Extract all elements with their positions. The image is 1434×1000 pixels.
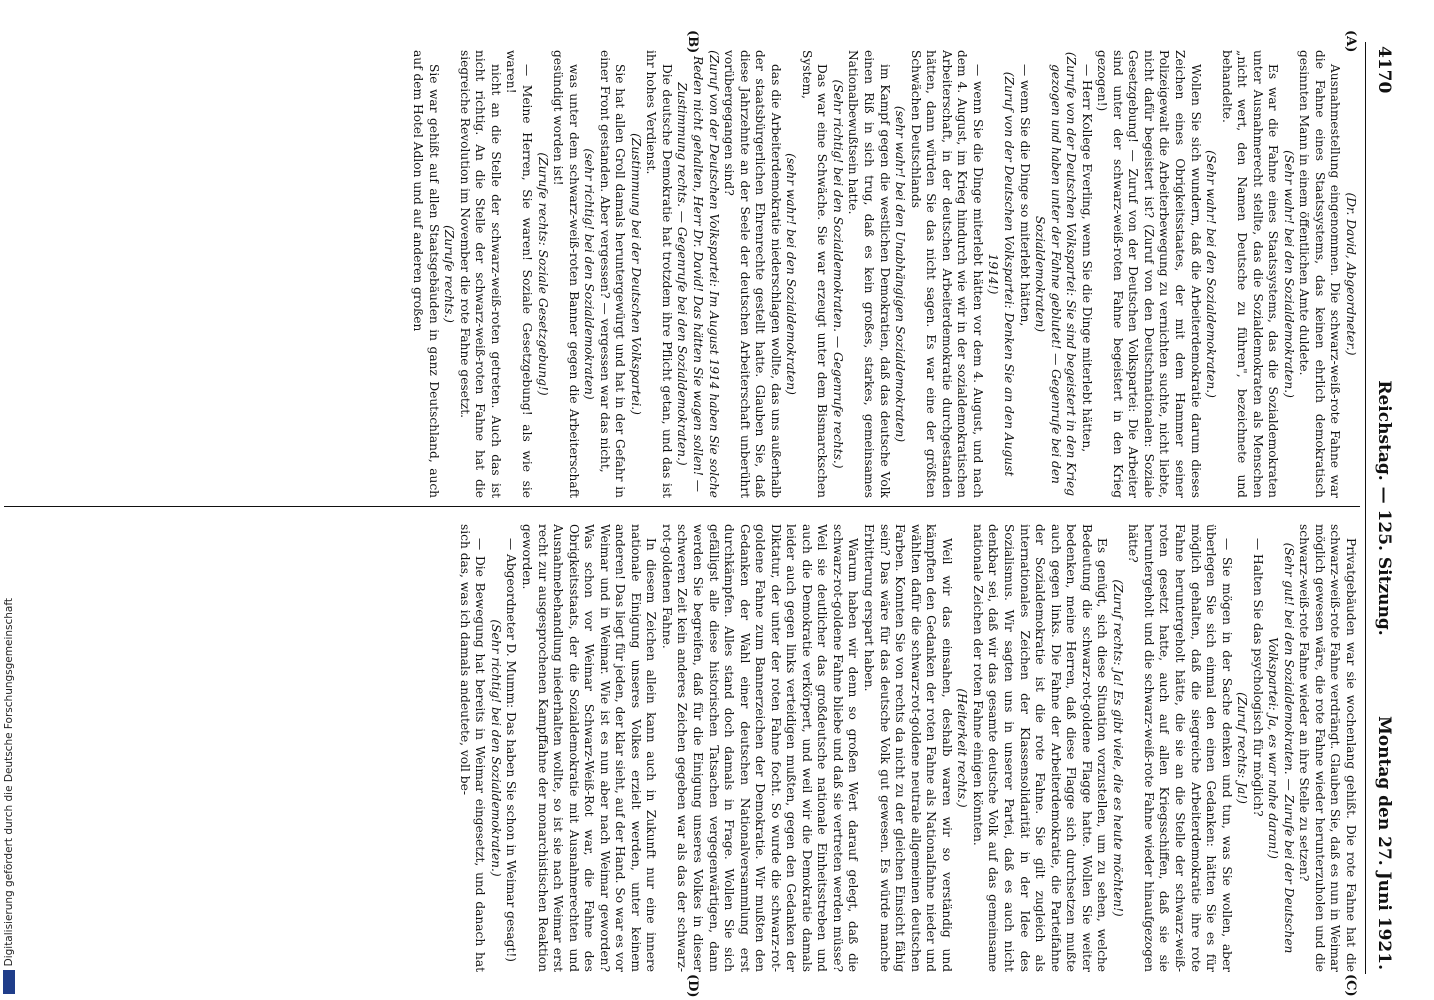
paragraph: — Halten Sie das psychologisch für möglich?	[1250, 538, 1265, 817]
paragraph: Es genügt, sich diese Situation vorzustellen, um zu sehen, welche Bedeutung die schwarz-rot-goldene Flagge hatte. Wollen Sie weiter bedenken, meine Herren, daß diese Flagge sich durchsetzen mußte auch gegen links. Die Fahne der Arbeiterdemokratie, die Parteifahne der Sozialdemokratie ist die rote Fahne. Sie gilt zugleich als internationales Zeichen der Klassensolidarität in der Idee des Sozialismus. Wir sagten uns in unserer Partei, daß es auch nicht denkbar sei, daß wir das gesamte deutsche Volk auf das gemeinsame nationale Zeichen der roten Fahne einigen könnten.	[970, 524, 1110, 972]
paragraph: (Sehr richtig! bei den Sozialdemokraten.)	[488, 619, 503, 877]
paragraph: — Die Bewegung hat bereits in Weimar eingesetzt, und danach hat sich das, was ich damals andeutete, voll be-	[457, 524, 488, 972]
paragraph: Die deutsche Demokratie hat trotzdem ihre Pflicht getan, und das ist ihr hohes Verdienst.	[644, 50, 674, 498]
paragraph: (sehr richtig! bei den Sozialdemokraten)	[582, 148, 597, 400]
paragraph: (Zurufe von der Deutschen Volkspartei: Sie sind begeistert in den Krieg gezogen und haben unter der Fahne geblutet! — Gegenrufe bei den Sozialdemokraten)	[1033, 51, 1079, 497]
paragraph: (Sehr gut! bei den Sozialdemokraten. — Zurufe bei der Deutschen Volkspartei: Ja, es war nahe daran!)	[1266, 542, 1296, 954]
paragraph: Es war die Fahne eines Staatssystems, das die Sozialdemokraten unter Ausnahmerecht stellte, das die Sozialdemokraten als Menschen „nicht wert, den Namen Deutsche zu führen", bezeichnete und behandelte.	[1219, 50, 1281, 498]
paragraph: Ausnahmestellung eingenommen. Die schwarz-weiß-rote Fahne war die Fahne eines Staatssystems, das keinen ehrlich demokratisch gesinnten Mann in einem öffentlichen Amte duldete.	[1297, 50, 1343, 498]
page-header	[1368, 46, 1394, 970]
paragraph: (sehr wahr! bei den Unabhängigen Sozialdemokraten)	[893, 105, 908, 443]
paragraph: Wollen Sie sich wundern, daß die Arbeiterdemokratie darum dieses Zeichen eines Obrigkeitsstaates, der mit dem Hammer seiner Polizeigewalt die Arbeiterbewegung zu vernichten suchte, nicht liebte, nicht dafür begeistert ist? (Zuruf von den Deutschnationalen: Soziale Gesetzgebung! — Zuruf von der Deutschen Volkspartei: Die Arbeiter sind unter der schwarz-weiß-roten Fahne begeistert in den Krieg gezogen!)	[1095, 50, 1203, 498]
column-divider	[4, 506, 1360, 507]
margin-letter-d: (D)	[685, 974, 700, 998]
paragraph: Sie hat allen Groll damals heruntergewürgt und hat in der Gefahr in einer Front gestanden. Aber vergessen? — vergessen war das nicht,	[597, 50, 628, 498]
paragraph: (Zuruf von der Deutschen Volkspartei: Denken Sie an den August 1914!)	[986, 71, 1016, 477]
right-column	[4, 524, 1358, 972]
paragraph: Das war eine Schwäche. Sie war erzeugt unter dem Bismarckschen System,	[799, 50, 830, 498]
paragraph: (Dr. David, Abgeordneter.)	[1344, 192, 1358, 356]
paragraph: (Zurufe rechts: Soziale Gesetzgebung!)	[535, 152, 550, 396]
paragraph: (Sehr wahr! bei den Sozialdemokraten.)	[1281, 150, 1296, 398]
paragraph: im Kampf gegen die westlichen Demokratien, daß das deutsche Volk einen Riß in sich trug, daß es kein großes, starkes, gemeinsames Nationalbewußtsein hatte.	[846, 50, 892, 498]
paragraph: — Herr Kollege Everling, wenn Sie die Dinge miterlebt hätten,	[1079, 64, 1094, 453]
paragraph: das die Arbeiterdemokratie niederschlagen wollte, das uns außerhalb der staatsbürgerlichen Ehrenrechte gestellt hatte. Glauben Sie, daß diese Jahrzehnte an der Seele der deutschen Arbeiterschaft unberührt vorübergegangen sind?	[722, 50, 783, 498]
paragraph: — Sie mögen in der Sache denken und tun, was Sie wollen, aber überlegen Sie sich einmal den einen Gedanken: hätten Sie es für möglich gehalten, daß die siegreiche Arbeiterdemokratie ihre rote Fahne heruntergeholt hätte, die sie an die Stelle der schwarz-weiß-roten gesetzt hatte, auch auf allen Kriegsschiffen, daß sie sie heruntergeholt und die schwarz-weiß-rote Fahne wieder hinaufgezogen hätte?	[1126, 524, 1234, 972]
credit-text: Digitalisierung gefördert durch die Deutsche Forschungsgemeinschaft	[3, 597, 15, 966]
paragraph: (Zustimmung bei der Deutschen Volkspartei.)	[628, 133, 643, 415]
margin-letter-b: (B)	[685, 30, 700, 54]
document-page	[0, 28, 1400, 998]
margin-letter-c: (C)	[1343, 974, 1358, 997]
session-date: Montag den 27. Juni 1921.	[1374, 715, 1394, 970]
paragraph: (Zuruf rechts: Ja!)	[1235, 692, 1250, 804]
paragraph: (Zuruf rechts: Ja! Es gibt viele, die es heute möchten!)	[1110, 579, 1125, 917]
page-number: 4170	[1374, 46, 1394, 94]
paragraph: (Sehr wahr! bei den Sozialdemokraten.)	[1204, 150, 1219, 398]
paragraph: Sie war gehißt auf allen Staatsgebäuden in ganz Deutschland, auch auf dem Hotel Adlon und auf anderen großen	[411, 50, 441, 498]
paragraph: (Zuruf von der Deutschen Volkspartei: Im August 1914 haben Sie solche Reden nicht gehalten, Herr Dr. David! Das hätten Sie wagen sollen! — Zustimmung rechts. — Gegenrufe bei den Sozialdemokraten.)	[675, 50, 721, 498]
paragraph: Warum haben wir denn so großen Wert darauf gelegt, daß die schwarz-rot-goldene Fahne bliebe und daß sie vertreten werden müsse? Weil sie deutlicher das großdeutsche nationale Einheitsstreben und auch die Demokratie verkörpert, und weil wir die Demokratie damals leider auch gegen links verteidigen mußten, gegen den Gedanken der Diktatur, der unter der roten Fahne focht. So wurde die schwarz-rot-goldene Fahne zum Bannerzeichen der Demokratie. Wir mußten den Gedanken der Wahl einer deutschen Nationalversammlung erst durchkämpfen. Alles stand doch damals in Frage. Wollen Sie sich gefälligst alle diese historischen Tatsachen vergegenwärtigen, dann werden Sie begreifen, daß für die Einigung unseres Volkes in dieser schweren Zeit kein anderes Zeichen gegeben war als das der schwarz-rot-goldenen Fahne.	[659, 524, 861, 972]
paragraph: (Sehr richtig! bei den Sozialdemokraten. — Gegenrufe rechts.)	[830, 79, 845, 469]
paragraph: (Heiterkeit rechts.)	[955, 688, 970, 808]
dfg-logo	[3, 970, 15, 994]
paragraph: — Meine Herren, Sie waren! Soziale Gesetzgebung! als wie sie waren!	[504, 50, 535, 498]
margin-letter-a: (A)	[1343, 30, 1358, 53]
paragraph: (sehr wahr! bei den Sozialdemokraten)	[784, 153, 799, 395]
paragraph: was unter dem schwarz-weiß-roten Banner gegen die Arbeiterschaft gesündigt worden ist!	[551, 50, 581, 498]
paragraph: — Abgeordneter D. Mumm: Das haben Sie schon in Weimar gesagt!)	[504, 538, 519, 963]
paragraph: (Zurufe rechts.)	[442, 225, 457, 323]
paragraph: In diesem Zeichen allein kann auch in Zukunft nur eine innere nationale Einigung unseres Volkes erzielt werden, unter keinem anderen! Das liegt für jeden, der klar sieht, auf der Hand. So war es vor Weimar und in Weimar. Wie ist es nun aber nach Weimar geworden? Was schon vor Weimar Schwarz-Weiß-Rot war, die Fahne des Obrigkeitsstaats, der die Sozialdemokratie mit Ausnahmerechten und Ausnahmebehandlung niederhalten wollte, so ist sie nach Weimar erst recht zur ausgesprochenen Kampffahne der monarchistischen Reaktion geworden.	[520, 524, 659, 972]
paragraph: Privatgebäuden war sie wochenlang gehißt. Die rote Fahne hat die schwarz-weiß-rote Fahne verdrängt. Glauben Sie, daß es nun in Weimar möglich gewesen wäre, die rote Fahne wieder herunterzuholen und die schwarz-weiß-rote Fahne wieder an ihre Stelle zu setzen?	[1297, 524, 1358, 972]
left-column	[4, 50, 1358, 498]
paragraph: Weil wir das einsahen, deshalb waren wir so verständig und kämpften den Gedanken der roten Fahne als Nationalfahne nieder und wählten dafür die schwarz-rot-goldene neutrale allgemeinen deutschen Farben. Konnten Sie von rechts da nicht zu der gleichen Einsicht fähig sein? Das wäre für das deutsche Volk gut gewesen. Es würde manche Erbitterung erspart haben.	[862, 524, 954, 972]
digitization-credit	[2, 10, 16, 994]
paragraph: — wenn Sie die Dinge so miterlebt hätten,	[1017, 64, 1032, 327]
header-rule	[1365, 42, 1366, 974]
paragraph: — wenn Sie die Dinge miterlebt hätten vor dem 4. August, und nach dem 4. August, im Krieg hindurch wie wir in der sozialdemokratischen Arbeiterschaft, in der deutschen Arbeiterdemokratie durchgestanden hätten, dann würden Sie das nicht sagen. Es war eine der größten Schwächen Deutschlands	[908, 50, 985, 498]
running-title: Reichstag. — 125. Sitzung.	[1374, 380, 1394, 636]
paragraph: nicht an die Stelle der schwarz-weiß-roten getreten. Auch das ist nicht richtig. An die Stelle der schwarz-weiß-roten Fahne hat die siegreiche Revolution im November die rote Fahne gesetzt.	[457, 50, 503, 498]
